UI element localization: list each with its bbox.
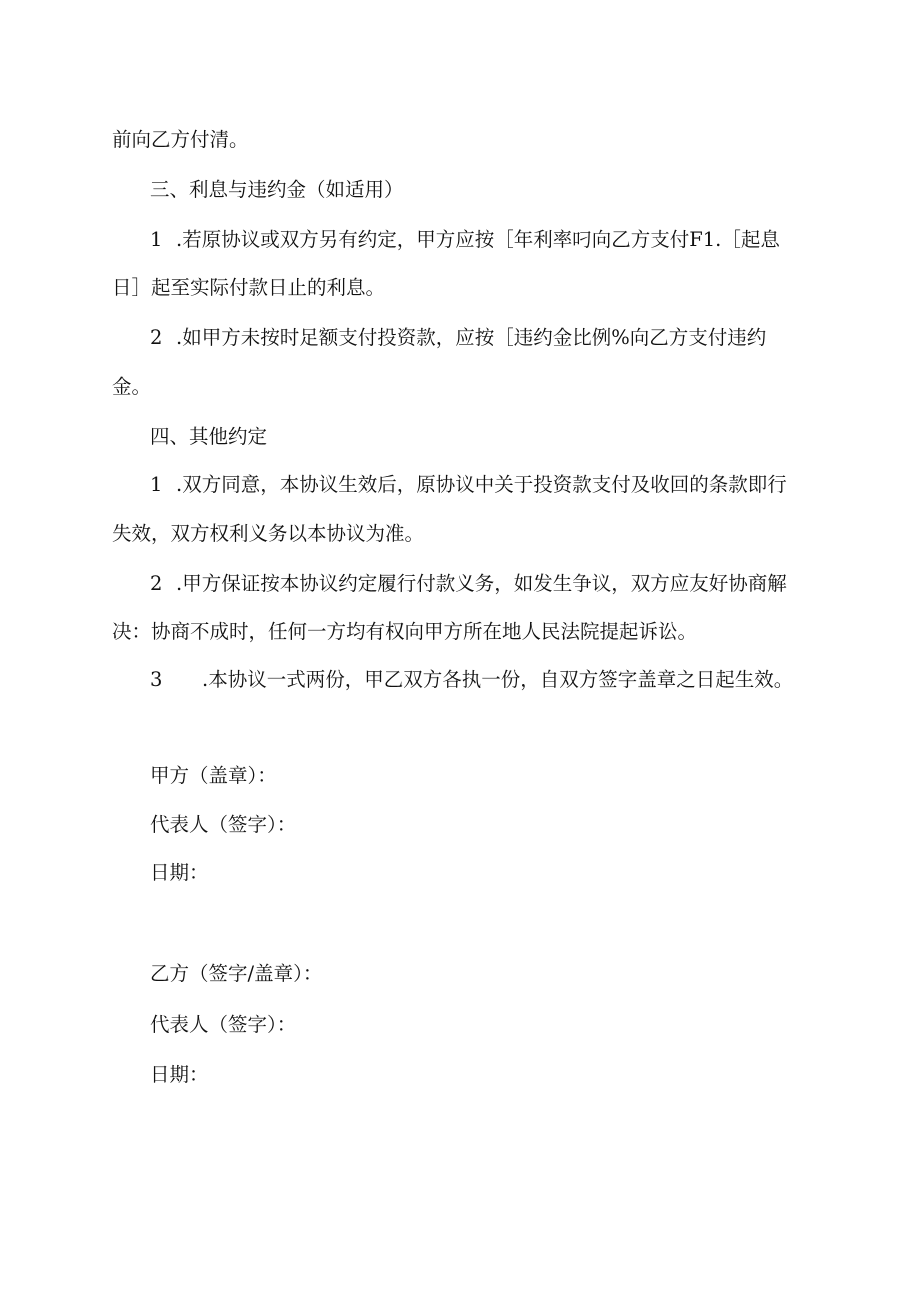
clause-number: 1 — [150, 473, 163, 496]
clause-text: .甲方保证按本协议约定履行付款义务，如发生争议，双方应友好协商解 — [176, 572, 787, 595]
clause-4-2-line-2: 决：协商不成时，任何一方均有权向甲方所在地人民法院提起诉讼。 — [112, 620, 698, 643]
clause-4-1-line-1 — [150, 473, 787, 497]
clause-3-2-line-1 — [150, 326, 766, 350]
clause-3-1-line-2: 日］起至实际付款日止的利息。 — [112, 276, 386, 299]
clause-text: .双方同意，本协议生效后，原协议中关于投资款支付及收回的条款即行 — [176, 473, 787, 496]
party-b-date-label: 日期： — [150, 1063, 209, 1086]
clause-3-2-line-2: 金。 — [112, 375, 152, 398]
section-heading-4: 四、其他约定 — [150, 425, 268, 448]
clause-3-1-line-1 — [150, 228, 780, 252]
party-b-seal-label: 乙方（签字/盖章）： — [150, 962, 323, 985]
party-a-date-label: 日期： — [150, 861, 209, 884]
paragraph-continuation: 前向乙方付清。 — [112, 128, 249, 151]
clause-text: .如甲方未按时足额支付投资款，应按［违约金比例%向乙方支付违约 — [176, 326, 767, 349]
clause-text: .本协议一式两份，甲乙双方各执一份，自双方签字盖章之日起生效。 — [202, 668, 794, 691]
party-a-seal-label: 甲方（盖章）： — [150, 764, 277, 787]
clause-4-1-line-2: 失效，双方权利义务以本协议为准。 — [112, 522, 425, 545]
clause-number: 1 — [150, 228, 163, 251]
party-a-representative-label: 代表人（签字）： — [150, 813, 297, 836]
clause-text: .若原协议或双方另有约定，甲方应按［年利率叼向乙方支付F1.［起息 — [176, 228, 780, 251]
party-b-representative-label: 代表人（签字）： — [150, 1013, 297, 1036]
clause-4-3-line-1 — [150, 668, 793, 692]
clause-number: 3 — [150, 668, 163, 691]
section-heading-3: 三、利息与违约金（如适用） — [150, 178, 404, 201]
clause-number: 2 — [150, 572, 163, 595]
clause-4-2-line-1 — [150, 572, 787, 596]
clause-number: 2 — [150, 326, 163, 349]
